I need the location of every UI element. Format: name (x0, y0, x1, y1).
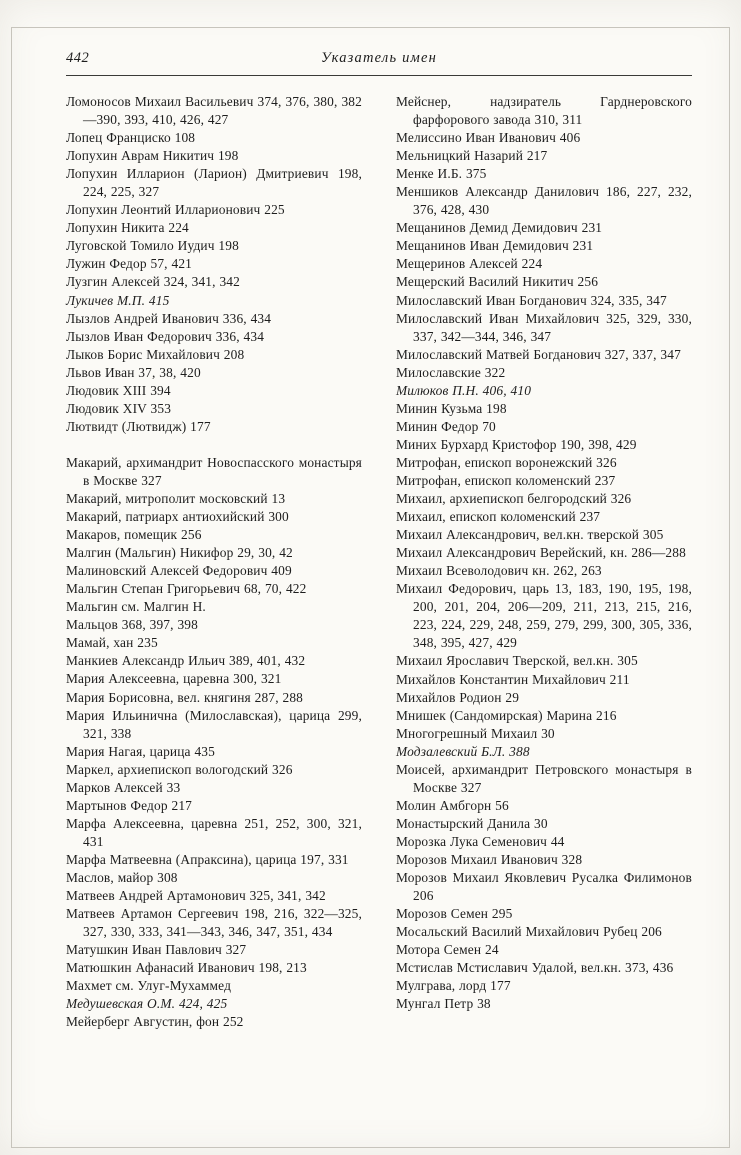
index-entry: Макарий, архимандрит Новоспасского монастыря в Москве 327 (66, 454, 362, 488)
index-entry: Лужин Федор 57, 421 (66, 256, 193, 272)
index-entry: Мещеринов Алексей 224 (396, 256, 543, 272)
index-entry: Мартынов Федор 217 (66, 797, 193, 813)
index-entry: Морозов Михаил Яковлевич Русалка Филимонов 206 (396, 870, 692, 904)
index-entry: Минин Федор 70 (396, 418, 496, 434)
index-entry: Мещанинов Демид Демидович 231 (396, 220, 603, 236)
index-entry: Марфа Матвеевна (Апраксина), царица 197, 331 (66, 851, 349, 867)
index-entry: Матвеев Артамон Сергеевич 198, 216, 322—325, 327, 330, 333, 341—343, 346, 347, 351, 434 (66, 906, 362, 940)
index-entry: Моисей, архимандрит Петровского монастыря в Москве 327 (396, 761, 692, 795)
page-content (66, 50, 692, 1031)
index-entry: Михаил Всеволодович кн. 262, 263 (396, 563, 602, 579)
index-entry: Лукичев М.П. 415 (66, 292, 170, 308)
index-entry: Лызлов Андрей Иванович 336, 434 (66, 310, 272, 326)
index-entry: Матушкин Иван Павлович 327 (66, 942, 247, 958)
page-number: 442 (66, 50, 90, 66)
index-entry: Мамай, хан 235 (66, 635, 158, 651)
index-entry: Мальцов 368, 397, 398 (66, 617, 198, 633)
index-entry: Лопухин Никита 224 (66, 220, 189, 236)
index-entry: Маслов, майор 308 (66, 869, 178, 885)
index-entry: Лузгин Алексей 324, 341, 342 (66, 274, 240, 290)
index-entry: Миних Бурхард Кристофор 190, 398, 429 (396, 436, 637, 452)
index-entry: Ломоносов Михаил Васильевич 374, 376, 380, 382—390, 393, 410, 426, 427 (66, 94, 362, 128)
index-entry: Митрофан, епископ коломенский 237 (396, 472, 616, 488)
index-entry: Михаил Федорович, царь 13, 183, 190, 195, 198, 200, 201, 204, 206—209, 211, 213, 215, 216, 223, 224, 229, 248, 259, 279, 299, 300, 305, 336, 348, 395, 427, 429 (396, 581, 692, 651)
index-entry: Мещерский Василий Никитич 256 (396, 274, 599, 290)
right-column (396, 93, 692, 1031)
index-entry: Михаил Александрович Верейский, кн. 286—288 (396, 545, 686, 561)
index-entry: Милославский Иван Богданович 324, 335, 347 (396, 292, 667, 308)
index-entry: Марфа Алексеевна, царевна 251, 252, 300, 321, 431 (66, 815, 362, 849)
index-entry: Луговской Томило Иудич 198 (66, 238, 239, 254)
index-entry: Михайлов Родион 29 (396, 689, 520, 705)
index-entry: Макаров, помещик 256 (66, 527, 202, 543)
index-entry: Мальгин см. Малгин Н. (66, 599, 206, 615)
index-entry: Михаил Александрович, вел.кн. тверской 305 (396, 527, 664, 543)
index-entry: Михаил Ярославич Тверской, вел.кн. 305 (396, 653, 638, 669)
index-entry: Михайлов Константин Михайлович 211 (396, 671, 630, 687)
index-entry: Махмет см. Улуг-Мухаммед (66, 978, 232, 994)
index-entry: Медушевская О.М. 424, 425 (66, 996, 228, 1012)
index-entry: Мнишек (Сандомирская) Марина 216 (396, 707, 617, 723)
index-entry: Мстислав Мстиславич Удалой, вел.кн. 373, 436 (396, 960, 674, 976)
index-entry: Мулграва, лорд 177 (396, 978, 511, 994)
index-entry: Мосальский Василий Михайлович Рубец 206 (396, 924, 662, 940)
index-entry: Мещанинов Иван Демидович 231 (396, 238, 594, 254)
index-entry: Манкиев Александр Ильич 389, 401, 432 (66, 653, 306, 669)
index-entry: Лопухин Илларион (Ларион) Дмитриевич 198, 224, 225, 327 (66, 166, 362, 200)
index-entry: Малгин (Мальгин) Никифор 29, 30, 42 (66, 545, 293, 561)
index-entry: Милославский Матвей Богданович 327, 337, 347 (396, 346, 681, 362)
index-entry: Милославские 322 (396, 364, 506, 380)
index-entry: Матюшкин Афанасий Иванович 198, 213 (66, 960, 307, 976)
page-header-title: Указатель имен (321, 50, 437, 66)
index-entry: Мальгин Степан Григорьевич 68, 70, 422 (66, 581, 307, 597)
index-entry: Менке И.Б. 375 (396, 166, 487, 182)
index-entry: Марков Алексей 33 (66, 779, 181, 795)
index-entry: Минин Кузьма 198 (396, 400, 507, 416)
index-entry: Михаил, епископ коломенский 237 (396, 509, 601, 525)
index-entry: Михаил, архиепископ белгородский 326 (396, 491, 632, 507)
index-entry: Малиновский Алексей Федорович 409 (66, 563, 292, 579)
index-entry: Мария Алексеевна, царевна 300, 321 (66, 671, 282, 687)
running-header (66, 50, 692, 71)
index-entry: Лопухин Леонтий Илларионович 225 (66, 202, 285, 218)
index-entry: Морозов Михаил Иванович 328 (396, 851, 583, 867)
index-entry: Мария Нагая, царица 435 (66, 743, 215, 759)
index-entry: Мельницкий Назарий 217 (396, 148, 548, 164)
index-entry: Мейерберг Августин, фон 252 (66, 1014, 244, 1030)
index-entry: Мария Борисовна, вел. княгиня 287, 288 (66, 689, 304, 705)
index-entry: Львов Иван 37, 38, 420 (66, 364, 201, 380)
index-entry: Людовик XIII 394 (66, 382, 171, 398)
index-entry: Маркел, архиепископ вологодский 326 (66, 761, 293, 777)
index-entry: Модзалевский Б.Л. 388 (396, 743, 530, 759)
index-entry: Мелиссино Иван Иванович 406 (396, 130, 581, 146)
index-entry: Макарий, митрополит московский 13 (66, 490, 286, 506)
index-entry: Милюков П.Н. 406, 410 (396, 382, 532, 398)
index-entry: Монастырский Данила 30 (396, 815, 548, 831)
index-entry: Лопец Франциско 108 (66, 130, 196, 146)
index-entry: Митрофан, епископ воронежский 326 (396, 454, 617, 470)
index-entry: Молин Амбгорн 56 (396, 797, 509, 813)
index-entry: Макарий, патриарх антиохийский 300 (66, 509, 289, 525)
index-entry: Мунгал Петр 38 (396, 996, 491, 1012)
index-entry: Лютвидт (Лютвидж) 177 (66, 418, 211, 434)
index-entry: Мария Ильинична (Милославская), царица 299, 321, 338 (66, 707, 362, 741)
index-entry: Людовик XIV 353 (66, 400, 172, 416)
index-entry: Морозка Лука Семенович 44 (396, 833, 565, 849)
index-entry: Лызлов Иван Федорович 336, 434 (66, 328, 265, 344)
index-entry: Мейснер, надзиратель Гарднеровского фарфорового завода 310, 311 (396, 94, 692, 128)
index-entry: Лыков Борис Михайлович 208 (66, 346, 245, 362)
index-entry: Милославский Иван Михайлович 325, 329, 330, 337, 342—344, 346, 347 (396, 310, 692, 344)
index-entry: Лопухин Аврам Никитич 198 (66, 148, 239, 164)
header-rule (66, 75, 692, 76)
index-entry: Многогрешный Михаил 30 (396, 725, 555, 741)
index-entry: Матвеев Андрей Артамонович 325, 341, 342 (66, 888, 326, 904)
index-entry: Меншиков Александр Данилович 186, 227, 232, 376, 428, 430 (396, 184, 692, 218)
index-columns (66, 93, 692, 1031)
index-entry: Мотора Семен 24 (396, 942, 499, 958)
left-column (66, 93, 362, 1031)
index-entry: Морозов Семен 295 (396, 906, 513, 922)
